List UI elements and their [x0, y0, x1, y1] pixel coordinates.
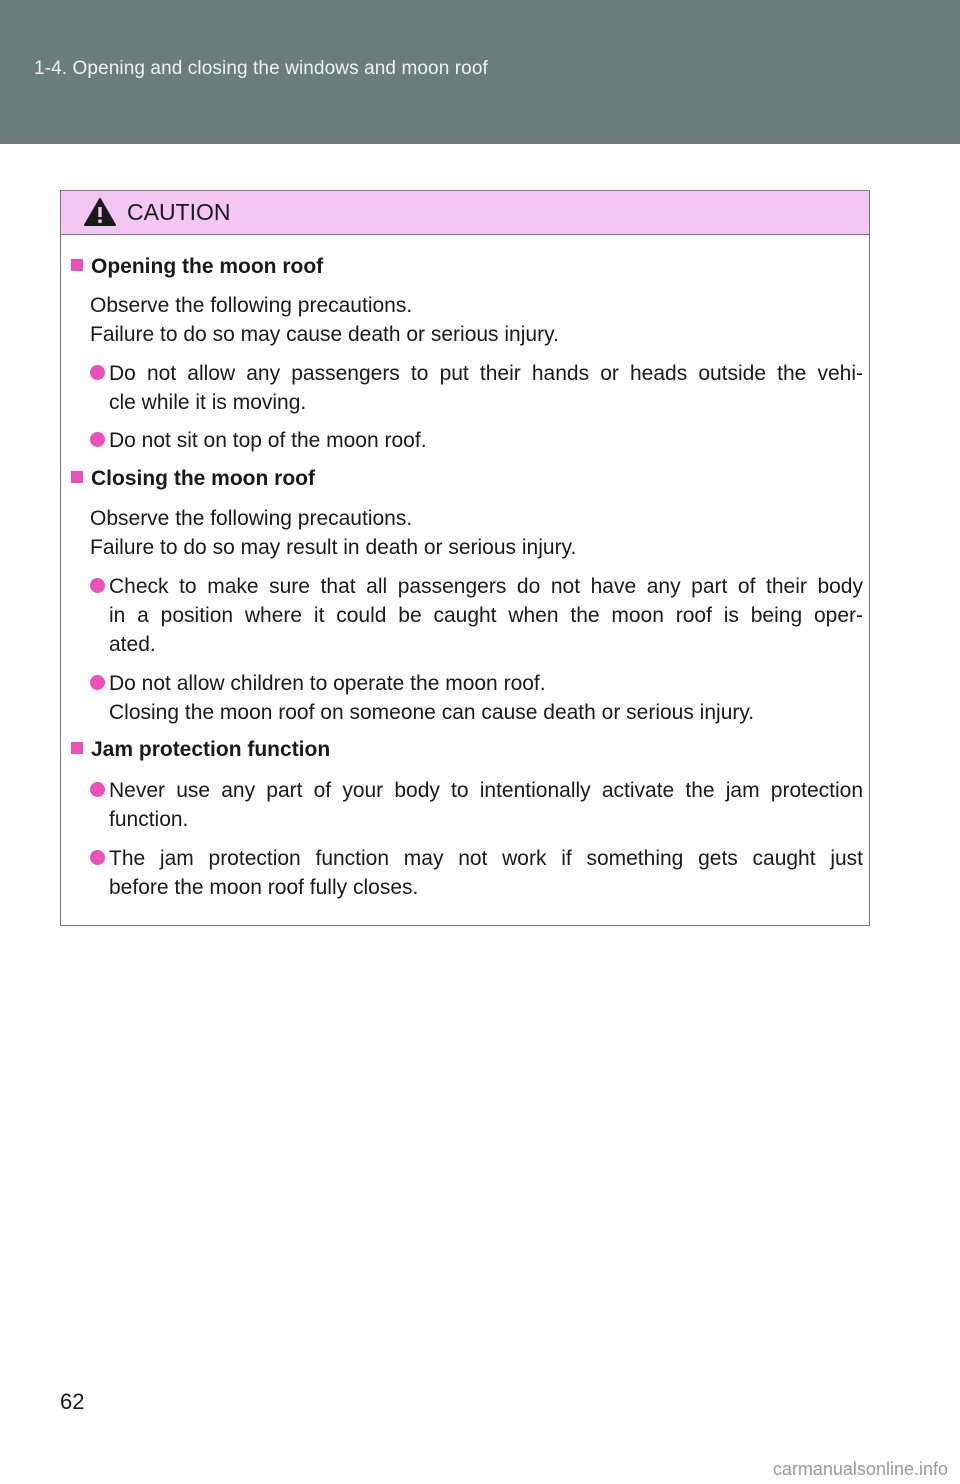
- square-bullet-icon: [71, 742, 83, 754]
- watermark: carmanualsonline.info: [772, 1459, 948, 1479]
- section-heading: Closing the moon roof: [71, 467, 315, 491]
- page-number: 62: [60, 1389, 85, 1414]
- list-item: Do not sit on top of the moon roof.: [90, 426, 863, 455]
- caution-box: [60, 190, 870, 926]
- chapter-title: 1-4. Opening and closing the windows and moon roof: [34, 58, 488, 79]
- list-item: Check to make sure that all passengers do not have any part of their body in a position where it could be caught when the moon roof is being oper- ated.: [90, 572, 863, 659]
- round-bullet-icon: [90, 432, 105, 447]
- section-intro: Observe the following precautions. Failure to do so may result in death or serious injury.: [90, 507, 577, 559]
- list-item: The jam protection function may not work if something gets caught just before the moon roof fully closes.: [90, 844, 863, 902]
- list-item: Do not allow children to operate the moon roof. Closing the moon roof on someone can cause death or serious injury.: [90, 669, 863, 727]
- section-intro: Observe the following precautions. Failure to do so may cause death or serious injury.: [90, 294, 559, 346]
- square-bullet-icon: [71, 259, 83, 271]
- round-bullet-icon: [90, 578, 105, 593]
- square-bullet-icon: [71, 471, 83, 483]
- list-item: Do not allow any passengers to put their hands or heads outside the vehi- cle while it is moving.: [90, 359, 863, 417]
- section-heading: Opening the moon roof: [71, 255, 323, 279]
- round-bullet-icon: [90, 850, 105, 865]
- round-bullet-icon: [90, 782, 105, 797]
- round-bullet-icon: [90, 675, 105, 690]
- list-item: Never use any part of your body to intentionally activate the jam protection function.: [90, 776, 863, 834]
- caution-header: [61, 191, 869, 235]
- section-heading: Jam protection function: [71, 738, 330, 762]
- caution-title: CAUTION: [127, 199, 231, 225]
- warning-triangle-icon: [83, 197, 117, 227]
- chapter-header: [0, 0, 960, 144]
- round-bullet-icon: [90, 365, 105, 380]
